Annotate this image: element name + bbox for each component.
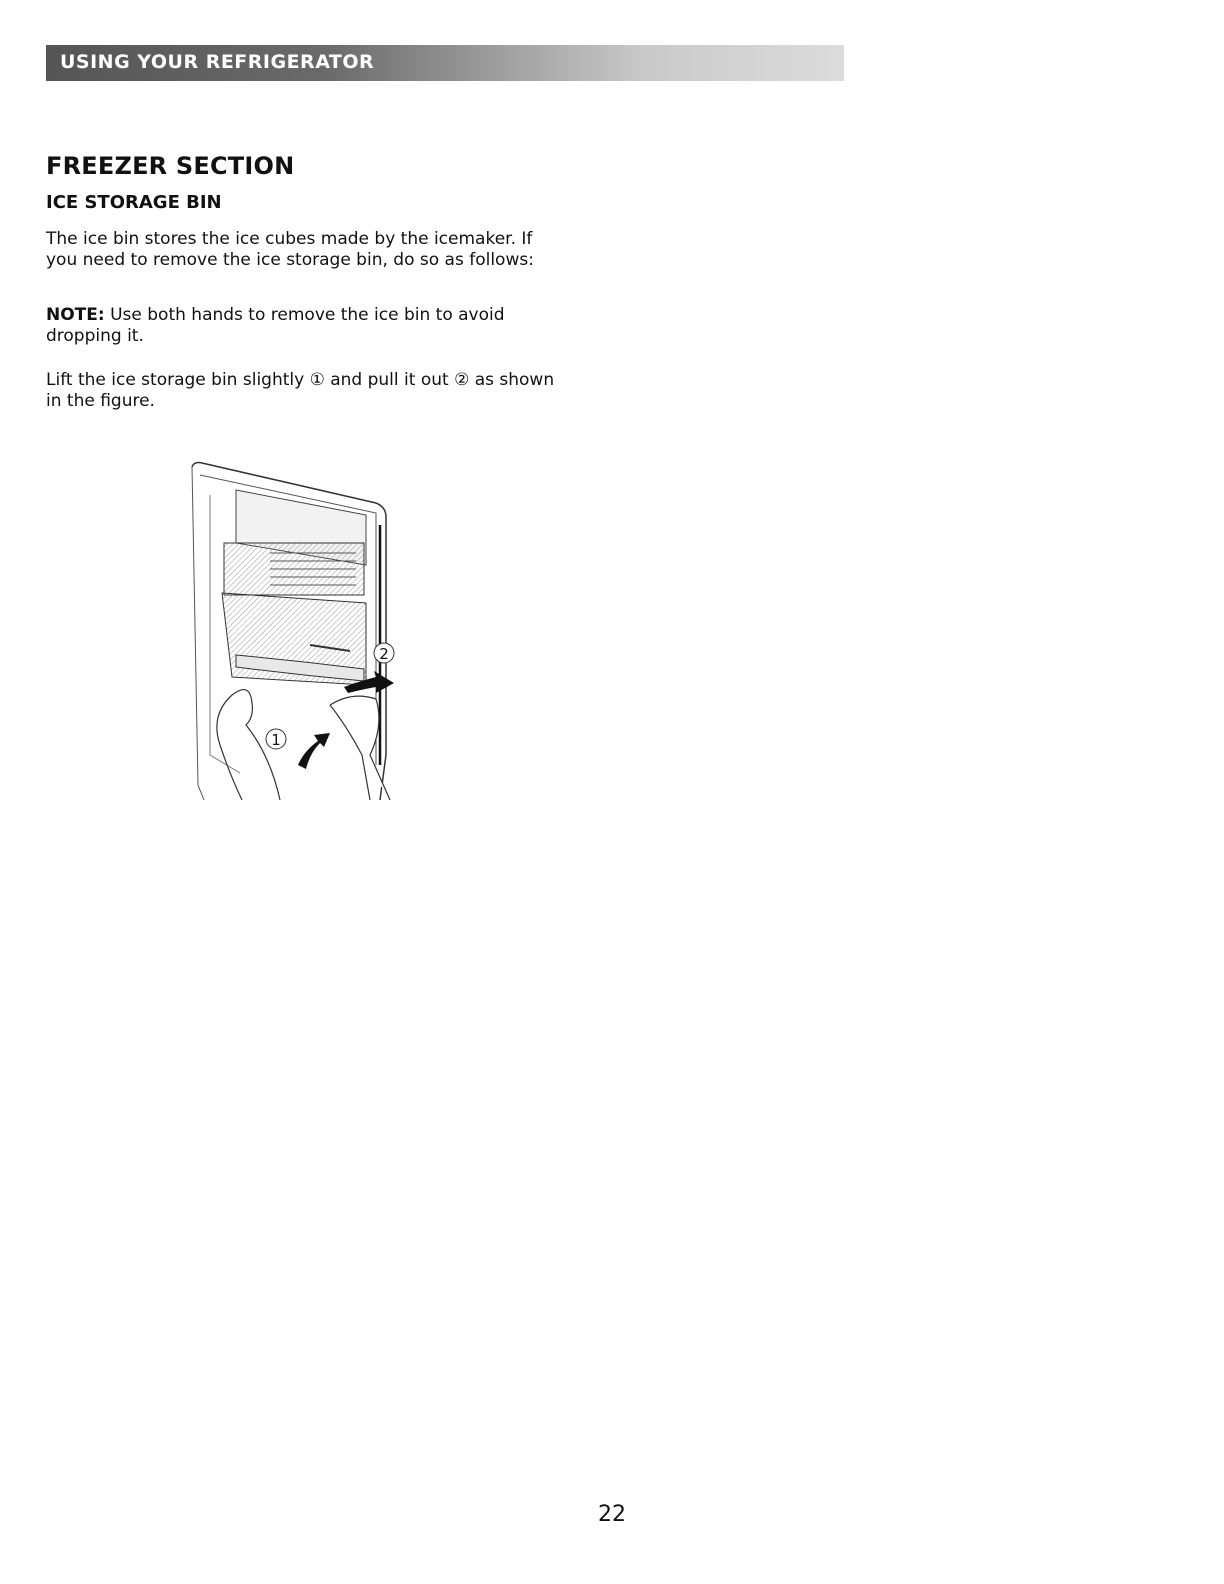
note-paragraph — [46, 305, 566, 347]
section-header-bar — [46, 45, 844, 81]
header-title: USING YOUR REFRIGERATOR — [60, 51, 375, 73]
note-label: NOTE: — [46, 305, 105, 325]
sub-title: ICE STORAGE BIN — [46, 192, 222, 213]
intro-paragraph: The ice bin stores the ice cubes made by the icemaker. If you need to remove the ice storage bin, do so as follows: — [46, 229, 534, 270]
ice-bin-removal-illustration — [180, 455, 410, 800]
section-title: FREEZER SECTION — [46, 152, 295, 180]
callout-2-label: 2 — [379, 645, 389, 663]
note-text: Use both hands to remove the ice bin to avoid dropping it. — [46, 305, 505, 346]
callout-1-label: 1 — [271, 731, 281, 749]
page-number: 22 — [598, 1502, 626, 1527]
lift-arrow — [298, 733, 330, 769]
instruction-paragraph: Lift the ice storage bin slightly ① and pull it out ② as shown in the figure. — [46, 370, 555, 411]
